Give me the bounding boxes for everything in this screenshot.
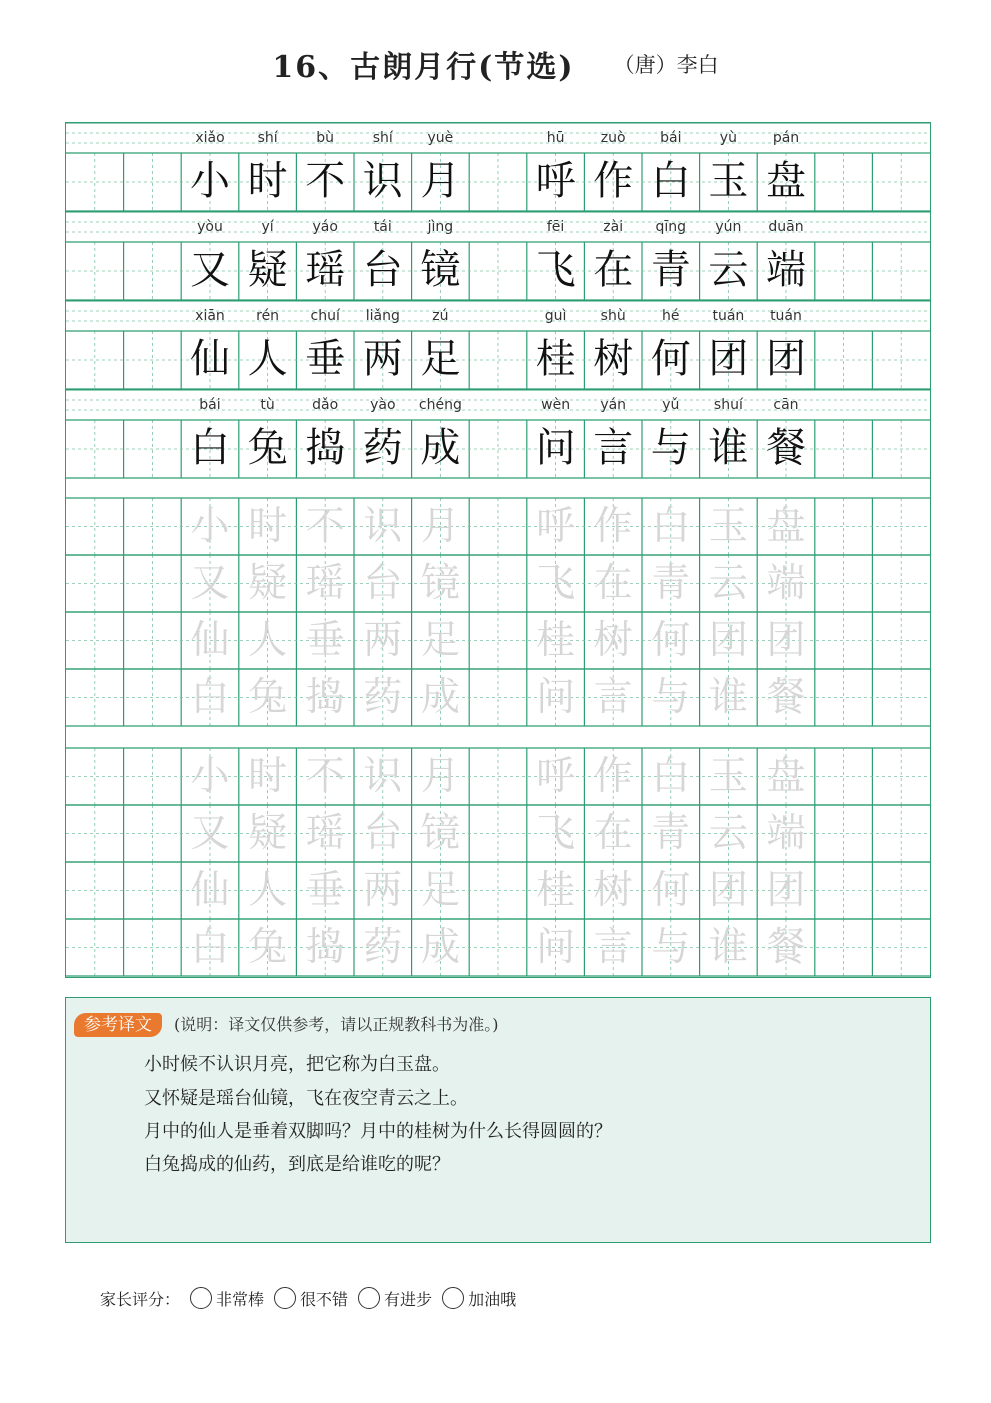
pinyin-label: liǎng: [365, 308, 400, 324]
trace-character: 仙: [190, 868, 230, 913]
trace-character: 垂: [305, 618, 345, 663]
poem-character: 人: [247, 336, 288, 382]
trace-character: 不: [305, 754, 345, 799]
poem-character: 又: [189, 247, 230, 293]
trace-character: 识: [363, 504, 403, 549]
trace-character: 捣: [305, 675, 345, 720]
pinyin-label: chéng: [418, 397, 462, 413]
pinyin-label: yòu: [197, 219, 223, 235]
pinyin-label: yáo: [312, 219, 338, 235]
rating-option-good[interactable]: [264, 1287, 348, 1310]
trace-character: 餐: [766, 925, 806, 970]
trace-character: 言: [593, 675, 633, 720]
trace-character: 桂: [536, 618, 576, 663]
translation-line: 又怀疑是瑶台仙镜，飞在夜空青云之上。: [144, 1088, 468, 1109]
trace-character: 白: [651, 504, 691, 549]
trace-character: 团: [766, 868, 806, 913]
pinyin-label: yǔ: [662, 397, 680, 413]
rating-option-improved[interactable]: [348, 1287, 432, 1310]
trace-character: 云: [708, 561, 748, 606]
trace-character: 成: [420, 675, 460, 720]
trace-character: 谁: [708, 675, 748, 720]
trace-character: 又: [190, 561, 230, 606]
trace-character: 青: [651, 561, 691, 606]
poem-character: 与: [650, 425, 691, 471]
writing-grid: [65, 122, 931, 978]
reference-translation-tag: 参考译文: [74, 1013, 162, 1037]
rating-label: 家长评分：: [100, 1289, 181, 1309]
trace-character: 作: [593, 754, 633, 799]
trace-character: 不: [305, 504, 345, 549]
trace-character: 树: [593, 868, 633, 913]
poem-character: 月: [420, 158, 461, 204]
page-title: [0, 42, 991, 102]
poem-character: 不: [305, 158, 346, 204]
trace-character: 人: [248, 618, 288, 663]
trace-character: 药: [363, 925, 403, 970]
pinyin-label: xiǎo: [195, 130, 225, 146]
pinyin-label: xiān: [195, 308, 225, 324]
trace-character: 何: [651, 618, 691, 663]
poem-character: 端: [765, 247, 806, 293]
trace-character: 端: [766, 811, 806, 856]
trace-character: 瑶: [305, 811, 345, 856]
trace-character: 端: [766, 561, 806, 606]
pinyin-label: yuè: [427, 130, 454, 146]
radio-circle-icon[interactable]: [190, 1287, 212, 1309]
trace-character: 小: [190, 504, 230, 549]
pinyin-label: shù: [600, 308, 626, 324]
pinyin-label: tù: [260, 397, 275, 413]
pinyin-label: guì: [544, 308, 567, 324]
trace-character: 何: [651, 868, 691, 913]
trace-character: 成: [420, 925, 460, 970]
rating-option-label: 很不错: [300, 1289, 349, 1309]
trace-character: 盘: [766, 754, 806, 799]
poem-character: 仙: [189, 336, 230, 382]
pinyin-label: bái: [660, 130, 682, 146]
pinyin-label: yù: [719, 130, 737, 146]
poem-character: 瑶: [305, 247, 346, 293]
poem-author: （唐）李白: [613, 53, 719, 77]
trace-character: 餐: [766, 675, 806, 720]
trace-character: 谁: [708, 925, 748, 970]
radio-circle-icon[interactable]: [274, 1287, 296, 1309]
pinyin-label: tuán: [712, 308, 745, 324]
poem-character: 白: [650, 158, 691, 204]
trace-character: 作: [593, 504, 633, 549]
trace-character: 镜: [420, 561, 460, 606]
translation-note: (说明：译文仅供参考，请以正规教科书为准。): [174, 1015, 499, 1034]
trace-character: 两: [363, 868, 403, 913]
poem-character: 团: [708, 336, 749, 382]
pinyin-label: shí: [372, 130, 393, 146]
poem-character: 作: [593, 158, 634, 204]
poem-character: 足: [420, 336, 461, 382]
trace-character: 与: [651, 675, 691, 720]
pinyin-label: wèn: [541, 397, 571, 413]
trace-character: 月: [420, 754, 460, 799]
pinyin-label: shuí: [713, 397, 743, 413]
translation-line: 月中的仙人是垂着双脚吗？月中的桂树为什么长得圆圆的？: [144, 1121, 612, 1142]
poem-character: 云: [708, 247, 749, 293]
poem-character: 小: [189, 158, 230, 204]
pinyin-label: yún: [715, 219, 742, 235]
poem-character: 白: [189, 425, 230, 471]
trace-character: 白: [190, 675, 230, 720]
trace-character: 问: [536, 675, 576, 720]
trace-character: 镜: [420, 811, 460, 856]
poem-character: 疑: [247, 247, 288, 293]
trace-character: 团: [708, 868, 748, 913]
pinyin-label: bái: [199, 397, 221, 413]
poem-character: 台: [362, 247, 403, 293]
pinyin-label: tuán: [770, 308, 802, 324]
rating-option-excellent[interactable]: [180, 1287, 264, 1310]
trace-character: 识: [363, 754, 403, 799]
trace-character: 台: [363, 811, 403, 856]
trace-character: 足: [420, 618, 460, 663]
translation-box: [65, 997, 931, 1243]
trace-character: 时: [248, 754, 288, 799]
poem-character: 两: [362, 336, 403, 382]
pinyin-label: fēi: [546, 219, 565, 235]
poem-character: 餐: [765, 425, 806, 471]
trace-character: 团: [708, 618, 748, 663]
trace-character: 团: [766, 618, 806, 663]
pinyin-label: tái: [373, 219, 392, 235]
pinyin-label: hū: [546, 130, 565, 146]
trace-character: 疑: [248, 811, 288, 856]
grid-characters: [66, 123, 931, 978]
trace-character: 白: [651, 754, 691, 799]
trace-character: 桂: [536, 868, 576, 913]
trace-character: 飞: [536, 561, 576, 606]
trace-character: 捣: [305, 925, 345, 970]
pinyin-label: chuí: [310, 308, 340, 324]
poem-character: 飞: [535, 247, 576, 293]
pinyin-label: yào: [370, 397, 396, 413]
trace-character: 小: [190, 754, 230, 799]
poem-character: 在: [593, 247, 634, 293]
poem-character: 谁: [708, 425, 749, 471]
poem-character: 成: [420, 425, 461, 471]
trace-character: 青: [651, 811, 691, 856]
trace-character: 兔: [248, 925, 288, 970]
poem-character: 问: [535, 425, 576, 471]
pinyin-label: hé: [662, 308, 680, 324]
trace-character: 人: [248, 868, 288, 913]
pinyin-label: bù: [316, 130, 335, 146]
rating-option-keep-going[interactable]: [432, 1287, 516, 1310]
pinyin-label: duān: [768, 219, 804, 235]
trace-character: 盘: [766, 504, 806, 549]
poem-character: 盘: [765, 158, 806, 204]
pinyin-label: rén: [256, 308, 280, 324]
trace-character: 树: [593, 618, 633, 663]
poem-character: 捣: [305, 425, 346, 471]
trace-character: 垂: [305, 868, 345, 913]
pinyin-label: yí: [261, 219, 274, 235]
poem-character: 团: [765, 336, 806, 382]
poem-character: 树: [593, 336, 634, 382]
trace-character: 云: [708, 811, 748, 856]
pinyin-label: dǎo: [312, 397, 339, 413]
poem-title: 16、古朗月行(节选): [272, 50, 575, 85]
rating-option-label: 非常棒: [216, 1289, 265, 1309]
poem-character: 垂: [305, 336, 346, 382]
poem-character: 兔: [247, 425, 288, 471]
poem-character: 识: [362, 158, 403, 204]
poem-character: 时: [247, 158, 288, 204]
trace-character: 与: [651, 925, 691, 970]
translation-line: 白兔捣成的仙药，到底是给谁吃的呢？: [144, 1154, 450, 1175]
radio-circle-icon[interactable]: [358, 1287, 380, 1309]
trace-character: 呼: [536, 504, 576, 549]
translation-line: 小时候不认识月亮，把它称为白玉盘。: [144, 1054, 450, 1075]
trace-character: 问: [536, 925, 576, 970]
trace-character: 瑶: [305, 561, 345, 606]
trace-character: 飞: [536, 811, 576, 856]
pinyin-label: pán: [772, 130, 800, 146]
trace-character: 仙: [190, 618, 230, 663]
trace-character: 两: [363, 618, 403, 663]
poem-character: 药: [362, 425, 403, 471]
rating-option-label: 加油哦: [468, 1289, 517, 1309]
trace-character: 白: [190, 925, 230, 970]
poem-character: 言: [593, 425, 634, 471]
radio-circle-icon[interactable]: [442, 1287, 464, 1309]
poem-character: 镜: [420, 247, 461, 293]
pinyin-label: cān: [773, 397, 799, 413]
trace-character: 时: [248, 504, 288, 549]
pinyin-label: zuò: [600, 130, 626, 146]
pinyin-label: jìng: [427, 219, 454, 235]
trace-character: 在: [593, 561, 633, 606]
trace-character: 兔: [248, 675, 288, 720]
trace-character: 玉: [708, 754, 748, 799]
pinyin-label: zú: [432, 308, 449, 324]
trace-character: 玉: [708, 504, 748, 549]
trace-character: 台: [363, 561, 403, 606]
rating-option-label: 有进步: [384, 1289, 433, 1309]
trace-character: 在: [593, 811, 633, 856]
trace-character: 呼: [536, 754, 576, 799]
poem-character: 何: [650, 336, 691, 382]
trace-character: 足: [420, 868, 460, 913]
pinyin-label: shí: [257, 130, 278, 146]
trace-character: 月: [420, 504, 460, 549]
pinyin-label: qīng: [655, 219, 687, 235]
parent-rating: [100, 1280, 516, 1316]
pinyin-label: zài: [603, 219, 624, 235]
trace-character: 又: [190, 811, 230, 856]
trace-character: 疑: [248, 561, 288, 606]
poem-character: 呼: [535, 158, 576, 204]
poem-character: 玉: [708, 158, 749, 204]
poem-character: 桂: [535, 336, 576, 382]
pinyin-label: yán: [600, 397, 627, 413]
trace-character: 言: [593, 925, 633, 970]
poem-character: 青: [650, 247, 691, 293]
trace-character: 药: [363, 675, 403, 720]
